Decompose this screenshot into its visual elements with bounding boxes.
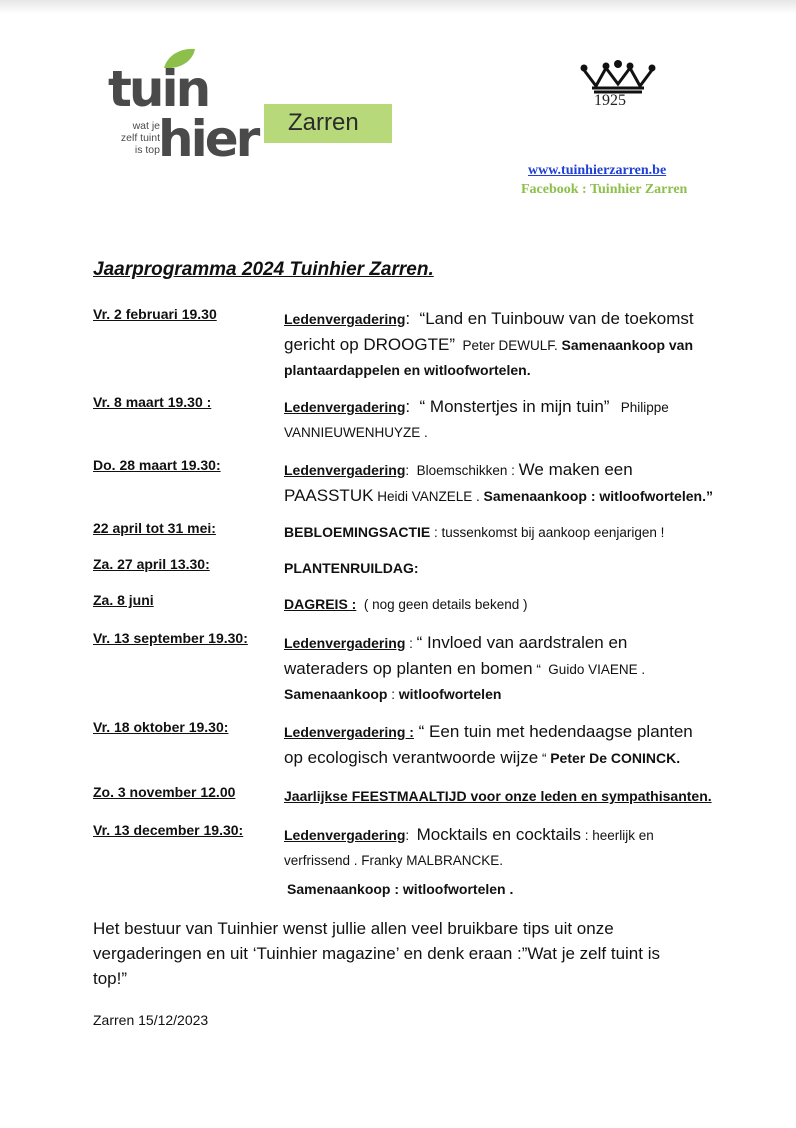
extra-purchase-note: Samenaankoop : witloofwortelen . — [287, 881, 514, 897]
event-text-segment: “ Guido VIAENE . — [532, 662, 646, 677]
event-text-segment: Samenaankoop : witloofwortelen.” — [483, 488, 713, 504]
event-text-segment: Ledenvergadering — [284, 635, 406, 651]
event-text-segment: witloofwortelen — [398, 686, 502, 702]
event-description — [284, 784, 714, 809]
event-description-line — [284, 520, 714, 545]
event-text-segment: Peter De CONINCK. — [550, 750, 681, 766]
event-text-segment: wateraders op planten en bomen — [284, 659, 533, 678]
event-description — [284, 556, 714, 581]
event-text-segment: plantaardappelen en witloofwortelen. — [284, 362, 531, 378]
event-text-segment: “ — [538, 751, 551, 766]
event-text-segment: : tussenkomst bij aankoop eenjarigen ! — [430, 525, 665, 540]
event-description-line — [284, 745, 714, 771]
event-description-line — [284, 306, 714, 332]
event-description-line — [284, 457, 714, 483]
founding-year: 1925 — [594, 92, 626, 109]
event-text-segment: : — [387, 687, 399, 702]
event-description-line — [284, 358, 714, 383]
event-description — [284, 719, 714, 771]
event-date: Do. 28 maart 19.30: — [93, 457, 221, 473]
event-date: Za. 27 april 13.30: — [93, 556, 210, 572]
closing-line: vergaderingen en uit ‘Tuinhier magazine’ en denk eraan :”Wat je zelf tuint is — [93, 944, 660, 963]
closing-message — [93, 916, 713, 991]
event-text-segment: : heerlijk en — [581, 828, 654, 843]
event-text-segment: Ledenvergadering : — [284, 724, 414, 740]
event-description-line — [284, 420, 714, 445]
event-text-segment: gericht op DROOGTE” — [284, 335, 455, 354]
event-text-segment: Ledenvergadering — [284, 311, 406, 327]
event-text-segment: verfrissend . Franky MALBRANCKE. — [284, 853, 504, 868]
event-date: Vr. 13 september 19.30: — [93, 630, 248, 646]
logo-tagline — [110, 120, 160, 156]
event-date: Vr. 13 december 19.30: — [93, 822, 244, 838]
event-text-segment: : Bloemschikken : — [405, 463, 519, 478]
event-text-segment: We maken een — [518, 460, 633, 479]
event-description-line — [284, 556, 714, 581]
closing-line: Het bestuur van Tuinhier wenst jullie allen veel bruikbare tips uit onze — [93, 919, 614, 938]
event-date: Za. 8 juni — [93, 592, 154, 608]
closing-line: top!” — [93, 969, 128, 988]
top-shadow — [0, 0, 796, 14]
logo-tagline-line: is top — [134, 144, 160, 156]
event-date: 22 april tot 31 mei: — [93, 520, 216, 536]
event-description-line — [284, 656, 714, 682]
event-text-segment: : — [405, 636, 417, 651]
event-text-segment: Mocktails en cocktails — [416, 825, 582, 844]
event-description-line — [284, 848, 714, 873]
logo-word-bottom: hier — [158, 110, 258, 168]
program-title: Jaarprogramma 2024 Tuinhier Zarren. — [93, 259, 434, 280]
event-text-segment: VANNIEUWENHUYZE . — [284, 425, 428, 440]
event-date: Vr. 8 maart 19.30 : — [93, 394, 212, 410]
event-text-segment: Peter DEWULF. — [455, 338, 562, 353]
event-description-line — [284, 483, 714, 509]
event-text-segment: Jaarlijkse FEESTMAALTIJD voor onze leden en sympathisanten. — [284, 788, 712, 804]
event-text-segment: ( nog geen details bekend ) — [356, 597, 528, 612]
signature-date: Zarren 15/12/2023 — [93, 1012, 209, 1028]
event-date: Zo. 3 november 12.00 — [93, 784, 236, 800]
event-text-segment: Ledenvergadering — [284, 399, 406, 415]
event-description — [284, 394, 714, 445]
event-description-line — [284, 719, 714, 745]
website-link[interactable]: www.tuinhierzarren.be — [528, 163, 667, 178]
event-text-segment: PLANTENRUILDAG: — [284, 560, 419, 576]
event-description-line — [284, 394, 714, 420]
event-description-line — [284, 592, 714, 617]
event-description — [284, 630, 714, 707]
event-text-segment: op ecologisch verantwoorde wijze — [284, 748, 539, 767]
event-text-segment: Samenaankoop — [284, 686, 388, 702]
event-text-segment: : “ Monstertjes in mijn tuin” — [405, 397, 610, 416]
event-description-line — [284, 784, 714, 809]
branch-label-box — [264, 104, 392, 143]
event-text-segment: Heidi VANZELE . — [373, 489, 484, 504]
event-description-line — [284, 682, 714, 707]
event-text-segment: Samenaankoop van — [561, 337, 694, 353]
event-description-line — [284, 332, 714, 358]
crown-icon — [578, 60, 658, 94]
logo-tagline-line: zelf tuint — [120, 132, 160, 144]
event-description — [284, 306, 714, 383]
event-text-segment: Ledenvergadering — [284, 462, 406, 478]
event-text-segment: BEBLOEMINGSACTIE — [284, 524, 431, 540]
event-description — [284, 592, 714, 617]
facebook-label: Facebook : Tuinhier Zarren — [521, 182, 688, 197]
branch-label: Zarren — [288, 109, 359, 136]
event-text-segment: Philippe — [609, 400, 669, 415]
event-text-segment: PAASSTUK — [284, 486, 374, 505]
event-text-segment: Ledenvergadering — [284, 827, 406, 843]
event-description-line — [284, 630, 714, 656]
event-description-line — [284, 822, 714, 848]
event-date: Vr. 2 februari 19.30 — [93, 306, 217, 322]
event-text-segment: : — [405, 828, 417, 843]
logo-tagline-line: wat je — [132, 120, 160, 132]
event-text-segment: DAGREIS : — [284, 596, 357, 612]
logo-word-top: tuin — [108, 60, 209, 118]
event-description — [284, 457, 714, 509]
event-text-segment: “ Een tuin met hedendaagse planten — [413, 722, 693, 741]
event-description — [284, 520, 714, 545]
event-text-segment: “ Invloed van aardstralen en — [416, 633, 628, 652]
event-description — [284, 822, 714, 873]
event-date: Vr. 18 oktober 19.30: — [93, 719, 229, 735]
event-text-segment: : “Land en Tuinbouw van de toekomst — [405, 309, 694, 328]
